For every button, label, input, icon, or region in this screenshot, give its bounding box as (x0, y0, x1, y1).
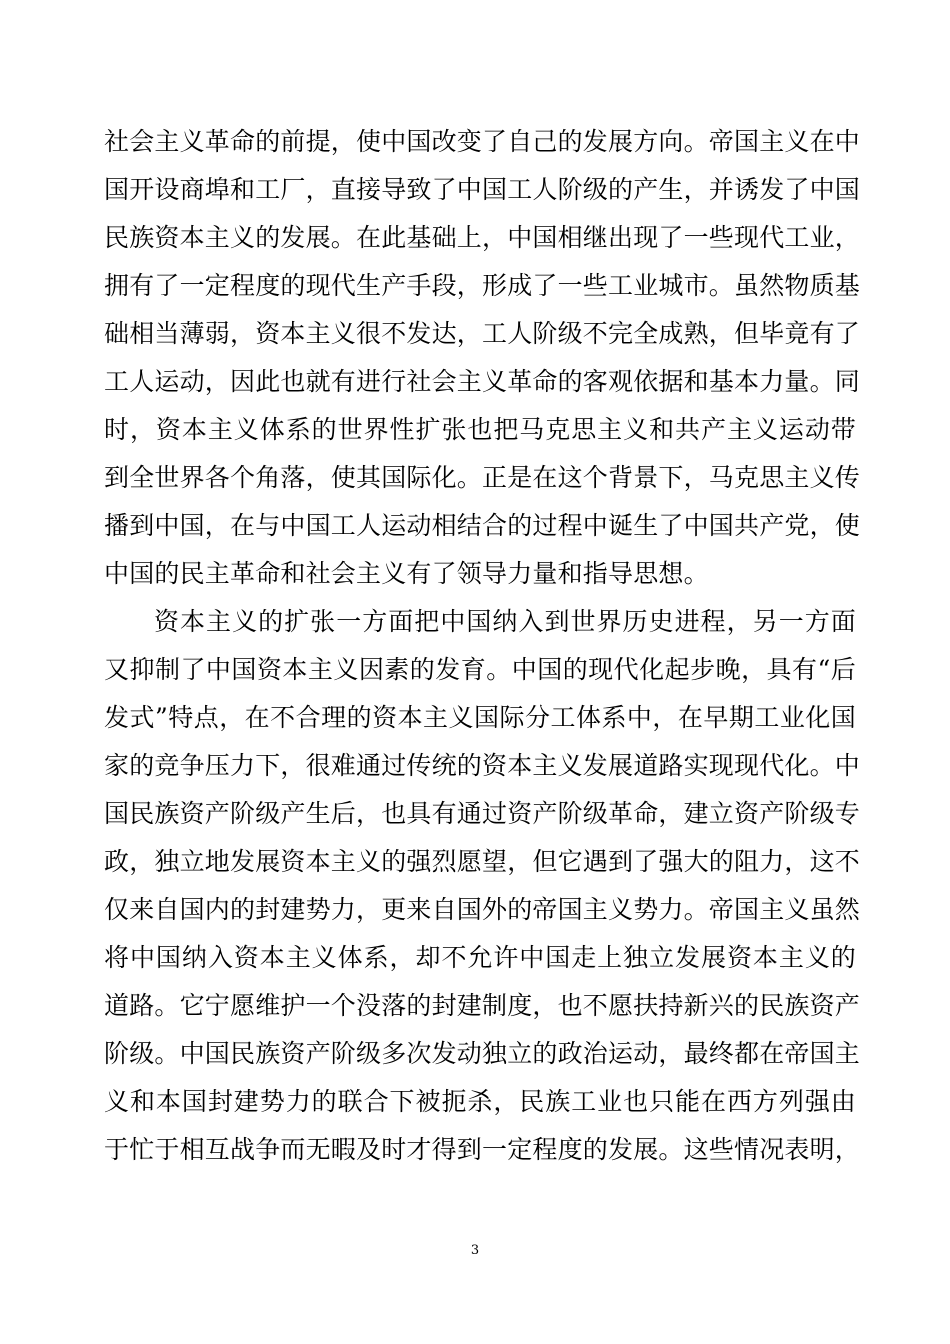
text-line: 道路。它宁愿维护一个没落的封建制度，也不愿扶持新兴的民族资产 (104, 991, 861, 1020)
text-line: 民族资本主义的发展。在此基础上，中国相继出现了一些现代工业， (104, 223, 861, 252)
text-line: 家的竞争压力下，很难通过传统的资本主义发展道路实现现代化。中 (104, 751, 861, 780)
text-line: 国开设商埠和工厂，直接导致了中国工人阶级的产生，并诱发了中国 (104, 175, 861, 204)
text-line: 工人运动，因此也就有进行社会主义革命的客观依据和基本力量。同 (104, 367, 861, 396)
page-number: 3 (470, 1243, 480, 1258)
text-line: 于忙于相互战争而无暇及时才得到一定程度的发展。这些情况表明， (104, 1135, 861, 1164)
text-line: 础相当薄弱，资本主义很不发达，工人阶级不完全成熟，但毕竟有了 (104, 319, 861, 348)
text-line: 到全世界各个角落，使其国际化。正是在这个背景下，马克思主义传 (104, 463, 861, 492)
paragraph-1 (104, 118, 861, 598)
text-line: 播到中国，在与中国工人运动相结合的过程中诞生了中国共产党，使 (104, 511, 861, 540)
text-line: 时，资本主义体系的世界性扩张也把马克思主义和共产主义运动带 (104, 415, 856, 444)
text-line: 拥有了一定程度的现代生产手段，形成了一些工业城市。虽然物质基 (104, 271, 861, 300)
text-line: 又抑制了中国资本主义因素的发育。中国的现代化起步晚，具有“后 (104, 655, 856, 684)
text-line: 将中国纳入资本主义体系，却不允许中国走上独立发展资本主义的 (104, 943, 856, 972)
text-line: 资本主义的扩张一方面把中国纳入到世界历史进程，另一方面 (154, 607, 856, 636)
body-text (104, 118, 861, 1174)
text-line: 阶级。中国民族资产阶级多次发动独立的政治运动，最终都在帝国主 (104, 1039, 861, 1068)
text-line: 社会主义革命的前提，使中国改变了自己的发展方向。帝国主义在中 (104, 127, 861, 156)
text-line: 国民族资产阶级产生后，也具有通过资产阶级革命，建立资产阶级专 (104, 799, 861, 828)
text-line: 仅来自国内的封建势力，更来自国外的帝国主义势力。帝国主义虽然 (104, 895, 861, 924)
paragraph-2 (104, 598, 861, 1174)
text-line: 政，独立地发展资本主义的强烈愿望，但它遇到了强大的阻力，这不 (104, 847, 861, 876)
text-line: 义和本国封建势力的联合下被扼杀，民族工业也只能在西方列强由 (104, 1087, 856, 1116)
text-line: 中国的民主革命和社会主义有了领导力量和指导思想。 (104, 559, 709, 588)
text-line: 发式”特点，在不合理的资本主义国际分工体系中，在早期工业化国 (104, 703, 856, 732)
